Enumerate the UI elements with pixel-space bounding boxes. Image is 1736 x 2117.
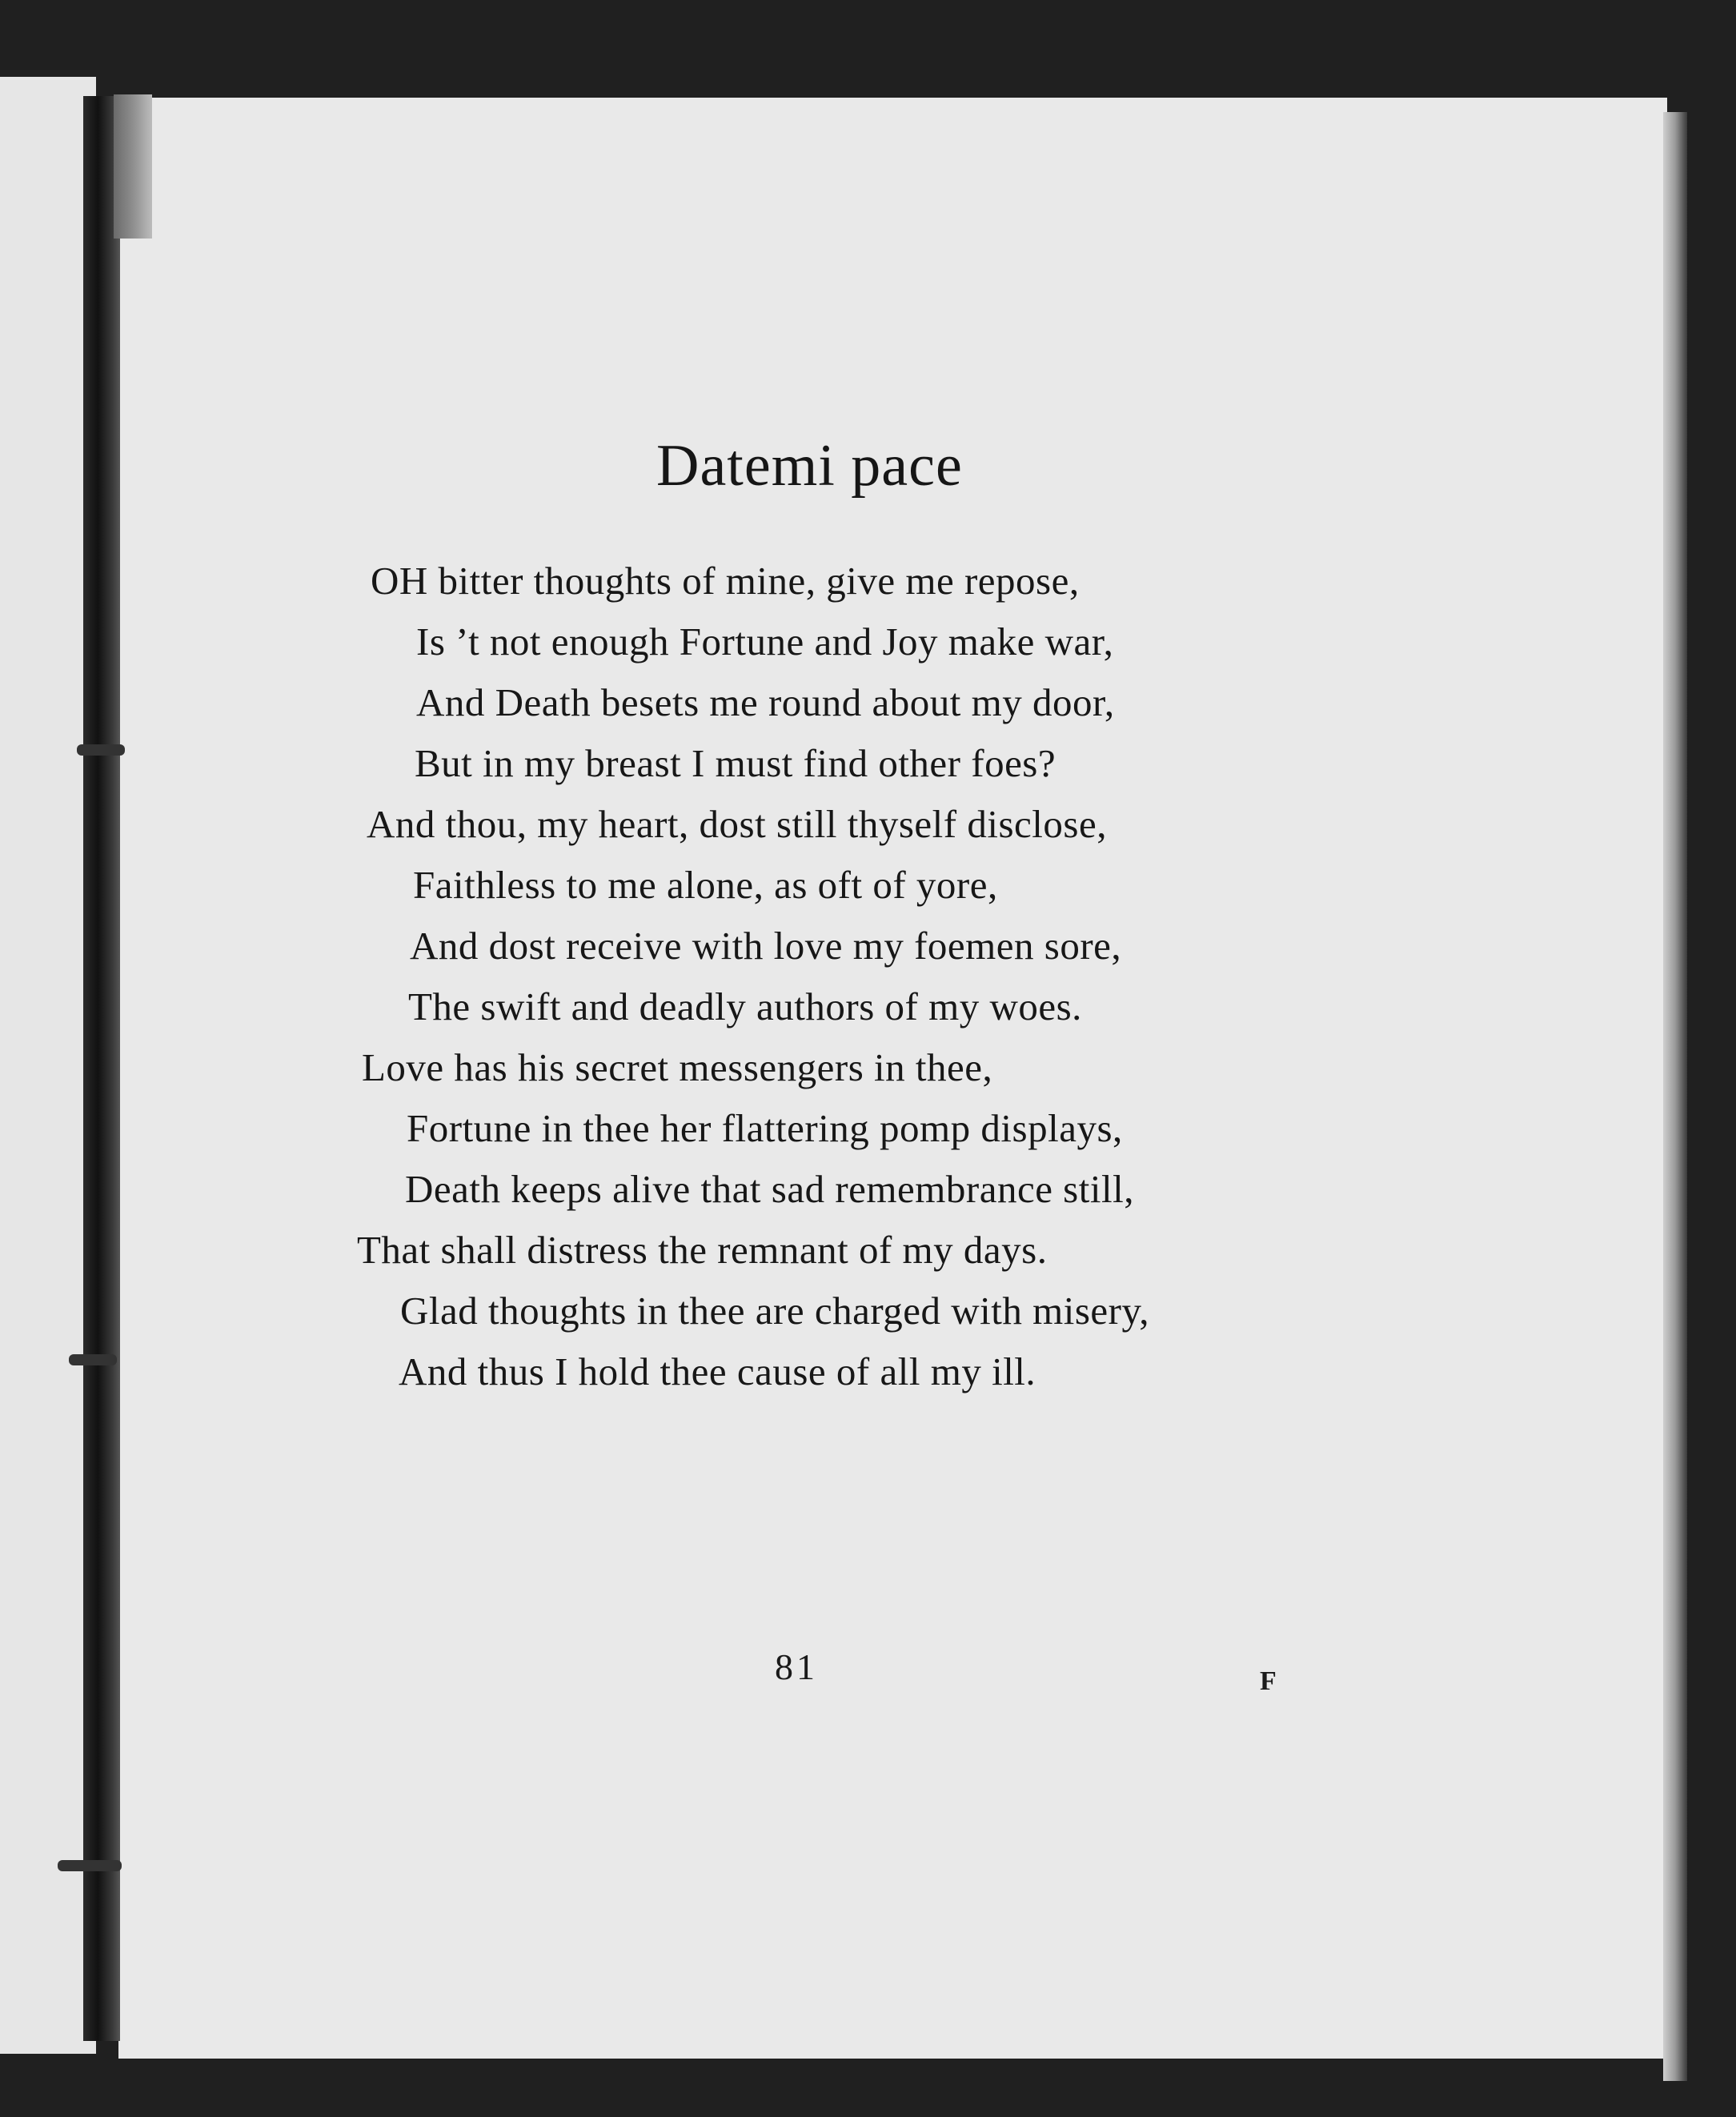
poem-line: That shall distress the remnant of my days. [357, 1228, 1048, 1272]
facing-page-edge [0, 77, 96, 2054]
binding-stitch [69, 1354, 117, 1365]
binding-highlight [114, 94, 152, 239]
page-stack-edge [1663, 112, 1687, 2081]
poem-line: And Death besets me round about my door, [416, 680, 1115, 724]
binding-stitch [77, 744, 125, 756]
poem-line: OH bitter thoughts of mine, give me repose, [371, 559, 1080, 603]
poem-line: Fortune in thee her flattering pomp displays, [407, 1106, 1123, 1150]
poem-line: And thou, my heart, dost still thyself disclose, [367, 802, 1107, 846]
poem-line: But in my breast I must find other foes? [415, 741, 1056, 785]
poem-line: Death keeps alive that sad remembrance still, [405, 1167, 1134, 1211]
binding-gutter [83, 96, 120, 2041]
signature-mark: F [1260, 1666, 1277, 1696]
poem-line: Faithless to me alone, as oft of yore, [413, 863, 998, 907]
binding-stitch [58, 1860, 122, 1871]
poem-title: Datemi pace [656, 433, 963, 499]
poem-line: Love has his secret messengers in thee, [362, 1045, 993, 1089]
poem-line: The swift and deadly authors of my woes. [408, 984, 1082, 1028]
poem-line: And thus I hold thee cause of all my ill. [399, 1349, 1036, 1393]
poem-line: And dost receive with love my foemen sore, [410, 924, 1122, 968]
poem-line: Is ’t not enough Fortune and Joy make war, [416, 619, 1114, 664]
poem-line: Glad thoughts in thee are charged with misery, [400, 1289, 1150, 1333]
page-number: 81 [775, 1646, 818, 1687]
